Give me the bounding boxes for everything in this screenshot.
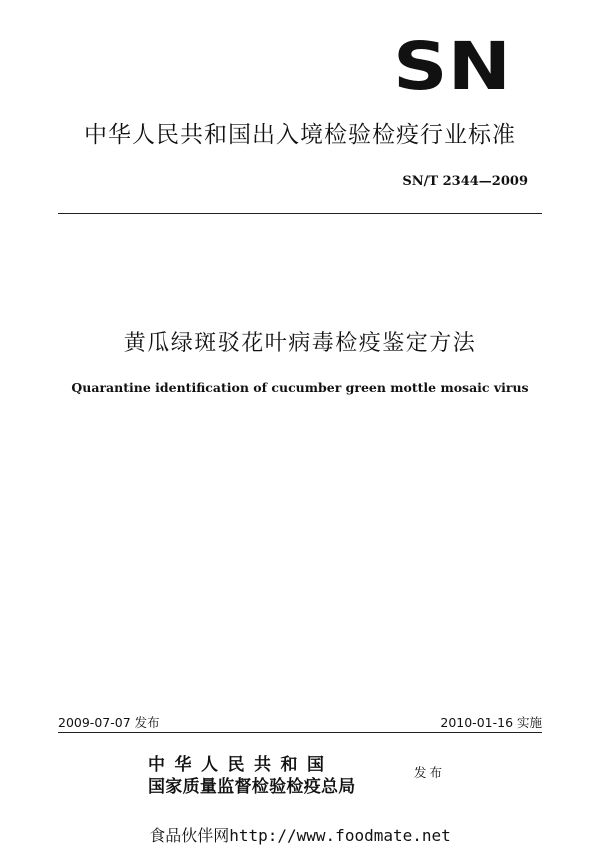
document-subtitle: Quarantine identification of cucumber green mottle mosaic virus <box>71 380 529 395</box>
issuer-line-1: 中华人民共和国 <box>148 755 334 775</box>
svg-text:SN: SN <box>393 34 511 92</box>
top-divider <box>58 213 542 214</box>
issue-date: 2009-07-07 发布 <box>58 715 160 730</box>
document-title: 黄瓜绿斑驳花叶病毒检疫鉴定方法 <box>123 331 477 356</box>
bottom-divider <box>58 732 542 733</box>
standard-category-title: 中华人民共和国出入境检验检疫行业标准 <box>84 122 516 148</box>
issuer-line-2: 国家质量监督检验检疫总局 <box>148 777 356 797</box>
issued-label: 发布 <box>414 765 446 780</box>
standard-code: SN/T 2344—2009 <box>402 174 528 189</box>
sn-logo <box>392 34 512 92</box>
implementation-date: 2010-01-16 实施 <box>440 715 542 730</box>
footer-watermark[interactable]: 食品伙伴网http://www.foodmate.net <box>149 826 451 845</box>
